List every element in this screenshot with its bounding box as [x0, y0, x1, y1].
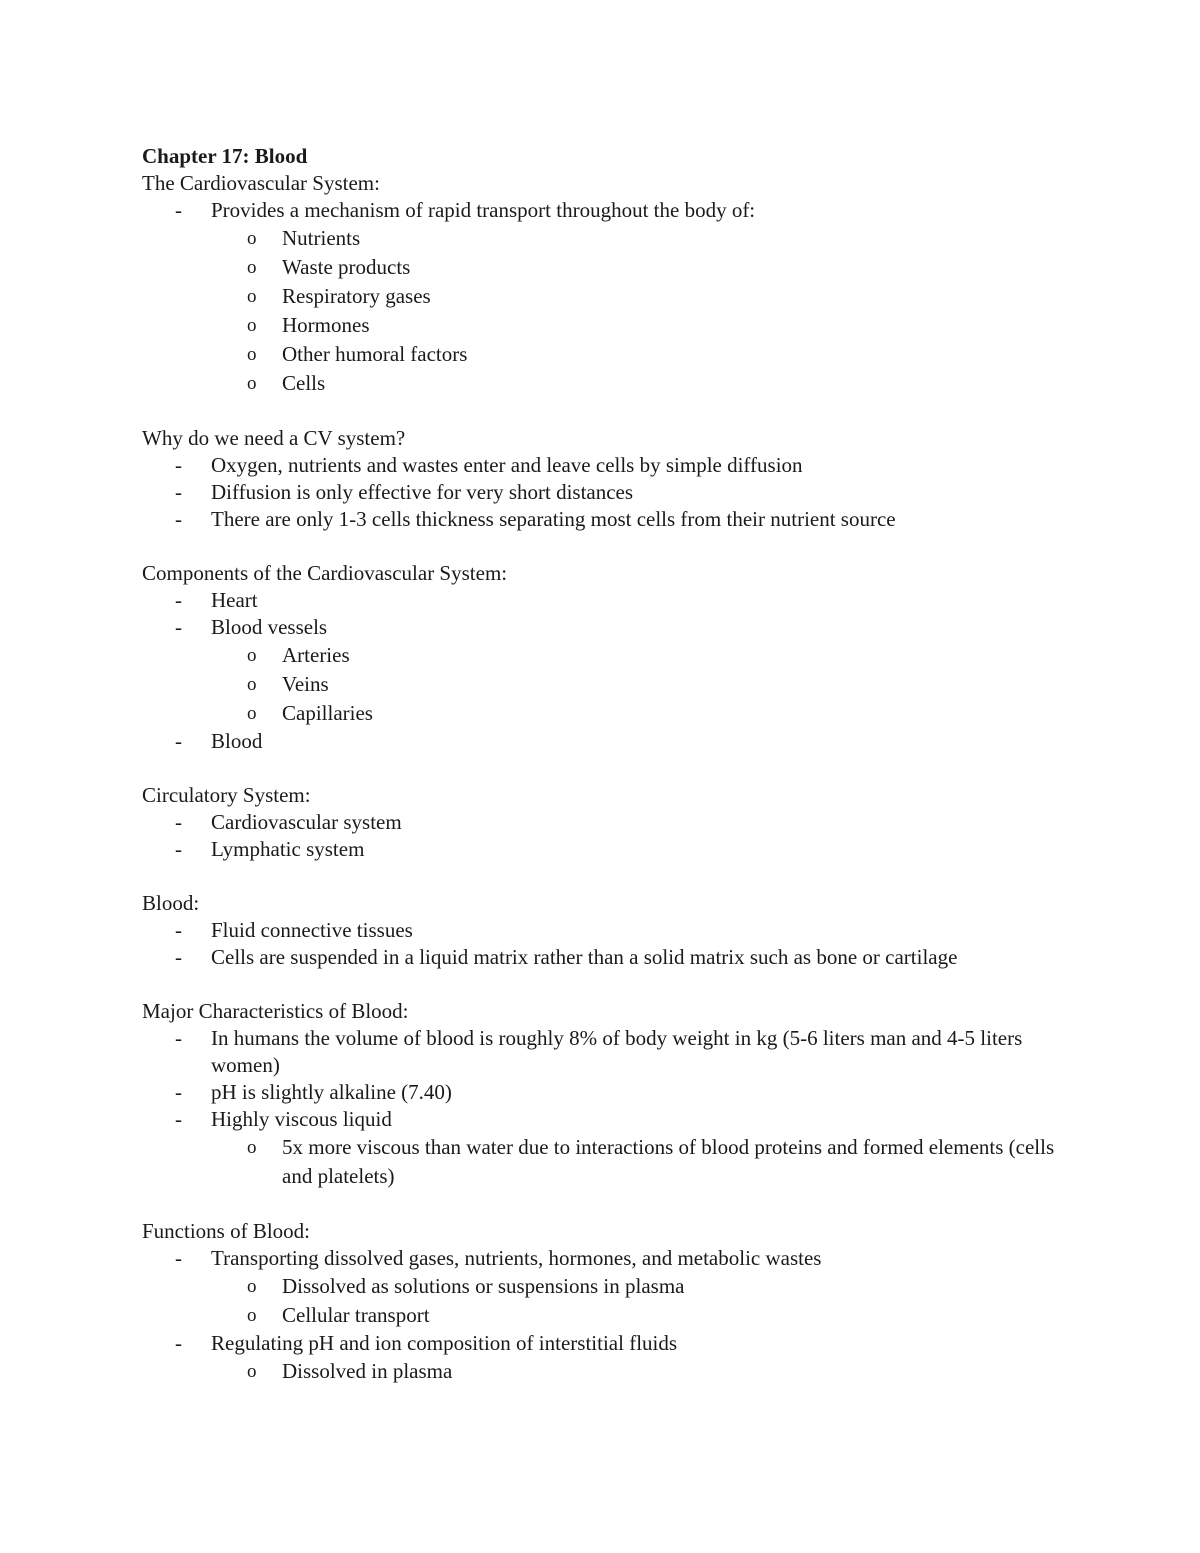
dash-list [142, 917, 1072, 971]
sub-list-item-text: Capillaries [282, 701, 373, 725]
list-item [142, 1330, 1072, 1386]
sub-list-item-text: Other humoral factors [282, 342, 468, 366]
sub-list-item-text: Respiratory gases [282, 284, 431, 308]
circle-bullet-icon: o [247, 257, 257, 278]
circle-bullet-icon: o [247, 344, 257, 365]
dash-bullet-icon: - [175, 1107, 182, 1131]
sub-list-item-text: Veins [282, 672, 329, 696]
page-title: Chapter 17: Blood [142, 144, 308, 168]
document-body [142, 143, 1072, 1413]
section-heading: Blood: [142, 891, 200, 915]
list-item [142, 917, 1072, 944]
dash-bullet-icon: - [175, 729, 182, 753]
list-item [142, 809, 1072, 836]
sub-list-item [211, 1133, 1072, 1191]
sub-list-item-text: Arteries [282, 643, 350, 667]
dash-bullet-icon: - [175, 615, 182, 639]
dash-list [142, 197, 1072, 398]
circle-bullet-icon: o [247, 1361, 257, 1382]
circle-bullet-icon: o [247, 228, 257, 249]
circle-bullet-icon: o [247, 1305, 257, 1326]
list-item [142, 614, 1072, 728]
dash-bullet-icon: - [175, 507, 182, 531]
list-item-text: Diffusion is only effective for very short distances [211, 480, 634, 504]
circle-bullet-icon: o [247, 703, 257, 724]
list-item-text: Heart [211, 588, 258, 612]
sub-list-item [211, 340, 1072, 369]
sub-list-item [211, 311, 1072, 340]
list-item [142, 1079, 1072, 1106]
list-item [142, 836, 1072, 863]
section [142, 170, 1072, 398]
sub-list-item-text: Dissolved as solutions or suspensions in plasma [282, 1274, 685, 1298]
list-item [142, 1025, 1072, 1079]
dash-bullet-icon: - [175, 453, 182, 477]
dash-list [142, 809, 1072, 863]
dash-list [142, 587, 1072, 755]
list-item-text: pH is slightly alkaline (7.40) [211, 1080, 452, 1104]
list-item-text: Regulating pH and ion composition of interstitial fluids [211, 1331, 678, 1355]
section-heading: Why do we need a CV system? [142, 426, 406, 450]
sub-list-item [211, 670, 1072, 699]
list-item [142, 1245, 1072, 1330]
dash-list [142, 1245, 1072, 1386]
dash-bullet-icon: - [175, 810, 182, 834]
section [142, 998, 1072, 1191]
section-heading: The Cardiovascular System: [142, 171, 380, 195]
sub-list-item [211, 224, 1072, 253]
dash-bullet-icon: - [175, 837, 182, 861]
sub-list-item [211, 1301, 1072, 1330]
list-item-text: Blood [211, 729, 263, 753]
circle-bullet-icon: o [247, 1137, 257, 1158]
sub-list-item-text: Cellular transport [282, 1303, 430, 1327]
sub-list-item-text: Hormones [282, 313, 370, 337]
sub-list-item [211, 282, 1072, 311]
sub-list-item [211, 1357, 1072, 1386]
dash-bullet-icon: - [175, 945, 182, 969]
section [142, 782, 1072, 863]
sub-list-item-text: 5x more viscous than water due to interactions of blood proteins and formed elements (cells and platelets) [282, 1135, 1055, 1188]
sub-list-item-text: Cells [282, 371, 326, 395]
sub-list [211, 224, 1072, 398]
sub-list [211, 1357, 1072, 1386]
circle-bullet-icon: o [247, 1276, 257, 1297]
section-heading: Functions of Blood: [142, 1219, 311, 1243]
list-item [142, 1106, 1072, 1191]
dash-list [142, 452, 1072, 533]
section-heading: Circulatory System: [142, 783, 311, 807]
list-item [142, 944, 1072, 971]
sub-list [211, 641, 1072, 728]
list-item-text: There are only 1-3 cells thickness separating most cells from their nutrient source [211, 507, 896, 531]
list-item [142, 197, 1072, 398]
dash-list [142, 1025, 1072, 1191]
list-item [142, 452, 1072, 479]
sub-list-item [211, 699, 1072, 728]
sub-list [211, 1272, 1072, 1330]
sections-container [142, 170, 1072, 1386]
list-item-text: Oxygen, nutrients and wastes enter and leave cells by simple diffusion [211, 453, 803, 477]
list-item-text: Provides a mechanism of rapid transport throughout the body of: [211, 198, 756, 222]
section [142, 1218, 1072, 1386]
sub-list-item-text: Nutrients [282, 226, 361, 250]
section [142, 425, 1072, 533]
dash-bullet-icon: - [175, 1080, 182, 1104]
list-item-text: Cardiovascular system [211, 810, 402, 834]
dash-bullet-icon: - [175, 588, 182, 612]
list-item [142, 587, 1072, 614]
dash-bullet-icon: - [175, 1331, 182, 1355]
dash-bullet-icon: - [175, 480, 182, 504]
sub-list-item-text: Waste products [282, 255, 411, 279]
list-item-text: Transporting dissolved gases, nutrients, hormones, and metabolic wastes [211, 1246, 822, 1270]
section-heading: Components of the Cardiovascular System: [142, 561, 508, 585]
list-item-text: Blood vessels [211, 615, 328, 639]
sub-list-item [211, 253, 1072, 282]
sub-list-item-text: Dissolved in plasma [282, 1359, 453, 1383]
circle-bullet-icon: o [247, 315, 257, 336]
list-item [142, 728, 1072, 755]
section-heading: Major Characteristics of Blood: [142, 999, 409, 1023]
circle-bullet-icon: o [247, 674, 257, 695]
list-item-text: Highly viscous liquid [211, 1107, 392, 1131]
circle-bullet-icon: o [247, 373, 257, 394]
list-item-text: Lymphatic system [211, 837, 365, 861]
list-item [142, 479, 1072, 506]
list-item-text: Cells are suspended in a liquid matrix rather than a solid matrix such as bone or cartilage [211, 945, 958, 969]
circle-bullet-icon: o [247, 286, 257, 307]
sub-list-item [211, 1272, 1072, 1301]
list-item-text: In humans the volume of blood is roughly 8% of body weight in kg (5-6 liters man and 4-5 liters women) [211, 1026, 1023, 1077]
list-item-text: Fluid connective tissues [211, 918, 413, 942]
list-item [142, 506, 1072, 533]
circle-bullet-icon: o [247, 645, 257, 666]
dash-bullet-icon: - [175, 1026, 182, 1050]
sub-list-item [211, 369, 1072, 398]
dash-bullet-icon: - [175, 918, 182, 942]
dash-bullet-icon: - [175, 198, 182, 222]
sub-list [211, 1133, 1072, 1191]
dash-bullet-icon: - [175, 1246, 182, 1270]
sub-list-item [211, 641, 1072, 670]
section [142, 890, 1072, 971]
section [142, 560, 1072, 755]
